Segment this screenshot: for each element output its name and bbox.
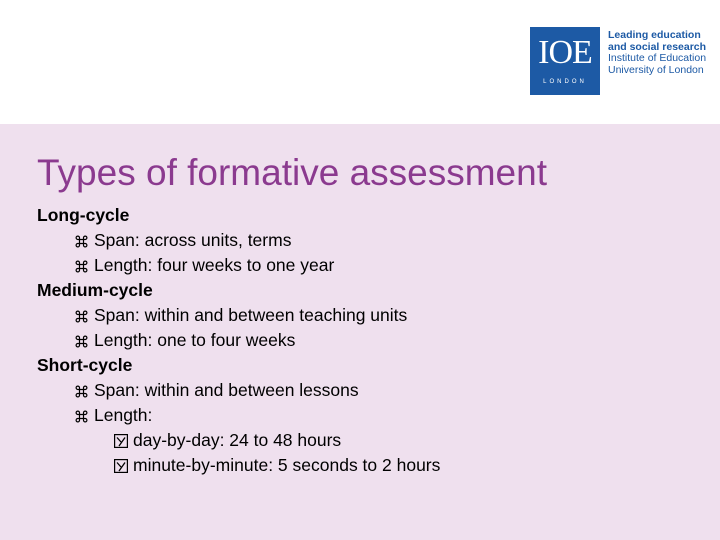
list-item-text: Long-cycle xyxy=(37,205,130,225)
command-key-icon xyxy=(75,403,94,428)
slide-title: Types of formative assessment xyxy=(37,152,547,193)
list-item-text: Short-cycle xyxy=(37,355,133,375)
checkbox-icon xyxy=(114,453,133,478)
list-item xyxy=(37,403,440,428)
slide-header xyxy=(0,0,720,124)
list-item xyxy=(37,353,440,378)
list-item xyxy=(37,228,440,253)
list-item xyxy=(37,328,440,353)
logo-text xyxy=(608,30,716,76)
list-item xyxy=(37,428,440,453)
command-key-icon xyxy=(75,303,94,328)
list-item-text: day-by-day: 24 to 48 hours xyxy=(133,430,342,450)
list-item-text: Span: within and between lessons xyxy=(94,380,359,400)
logo-mark: IOE xyxy=(538,34,592,71)
logo-institution-1: Institute of Education xyxy=(608,52,707,64)
list-item xyxy=(37,453,440,478)
logo-tagline-1: Leading education xyxy=(608,29,701,41)
command-key-icon xyxy=(75,228,94,253)
list-item-text: Length: xyxy=(94,405,153,425)
command-key-icon xyxy=(75,328,94,353)
list-item-text: minute-by-minute: 5 seconds to 2 hours xyxy=(133,455,441,475)
list-item-text: Length: four weeks to one year xyxy=(94,255,335,275)
command-key-icon xyxy=(75,253,94,278)
list-item xyxy=(37,253,440,278)
logo-sub: LONDON xyxy=(543,79,587,85)
list-item-text: Span: within and between teaching units xyxy=(94,305,408,325)
ioe-logo xyxy=(530,27,600,95)
logo-institution-2: University of London xyxy=(608,63,704,76)
logo-tagline-2: and social research xyxy=(608,40,707,53)
list-item xyxy=(37,378,440,403)
checkbox-icon xyxy=(114,428,133,453)
slide-body xyxy=(37,203,440,478)
list-item xyxy=(37,203,440,228)
list-item-text: Span: across units, terms xyxy=(94,230,292,250)
list-item xyxy=(37,278,440,303)
list-item xyxy=(37,303,440,328)
list-item-text: Medium-cycle xyxy=(37,280,153,300)
list-item-text: Length: one to four weeks xyxy=(94,330,296,350)
command-key-icon xyxy=(75,378,94,403)
